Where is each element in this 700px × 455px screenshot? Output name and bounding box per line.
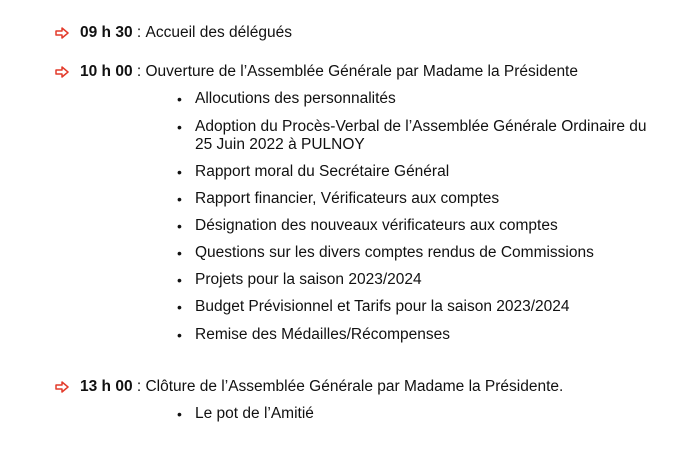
agenda-title: Ouverture de l’Assemblée Générale par Madame la Présidente: [145, 63, 578, 80]
agenda-time: 10 h 00: [80, 63, 133, 80]
agenda-title: Accueil des délégués: [145, 24, 292, 41]
bullet-icon: •: [177, 191, 182, 207]
list-item-text: Questions sur les divers comptes rendus de Commissions: [195, 244, 594, 261]
list-item-text: Rapport moral du Secrétaire Général: [195, 163, 450, 180]
list-item-text: Budget Prévisionnel et Tarifs pour la saison 2023/2024: [195, 298, 570, 315]
time-separator: :: [132, 378, 146, 395]
bullet-icon: •: [177, 119, 182, 135]
bullet-icon: •: [177, 218, 182, 234]
time-separator: :: [132, 63, 146, 80]
right-arrow-icon: [55, 27, 69, 39]
agenda-item: [55, 378, 563, 396]
bullet-icon: •: [177, 245, 182, 261]
list-item-text: Adoption du Procès-Verbal de l’Assemblée Générale Ordinaire du 25 Juin 2022 à PULNOY: [195, 118, 647, 153]
agenda-time: 09 h 30: [80, 24, 133, 41]
list-item-text: Rapport financier, Vérificateurs aux comptes: [195, 190, 500, 207]
time-separator: :: [132, 24, 146, 41]
right-arrow-icon: [55, 381, 69, 393]
list-item-text: Allocutions des personnalités: [195, 90, 396, 107]
bullet-icon: •: [177, 299, 182, 315]
list-item-text: Projets pour la saison 2023/2024: [195, 271, 422, 288]
bullet-icon: •: [177, 406, 182, 422]
right-arrow-icon: [55, 66, 69, 78]
bullet-icon: •: [177, 327, 182, 343]
list-item-text: Le pot de l’Amitié: [195, 405, 314, 422]
bullet-icon: •: [177, 272, 182, 288]
agenda-time: 13 h 00: [80, 378, 133, 395]
agenda-item: [55, 63, 578, 81]
bullet-icon: •: [177, 164, 182, 180]
list-item-text: Désignation des nouveaux vérificateurs aux comptes: [195, 217, 558, 234]
agenda-title: Clôture de l’Assemblée Générale par Madame la Présidente.: [145, 378, 564, 395]
bullet-icon: •: [177, 91, 182, 107]
agenda-item: [55, 24, 292, 42]
list-item-text: Remise des Médailles/Récompenses: [195, 326, 451, 343]
